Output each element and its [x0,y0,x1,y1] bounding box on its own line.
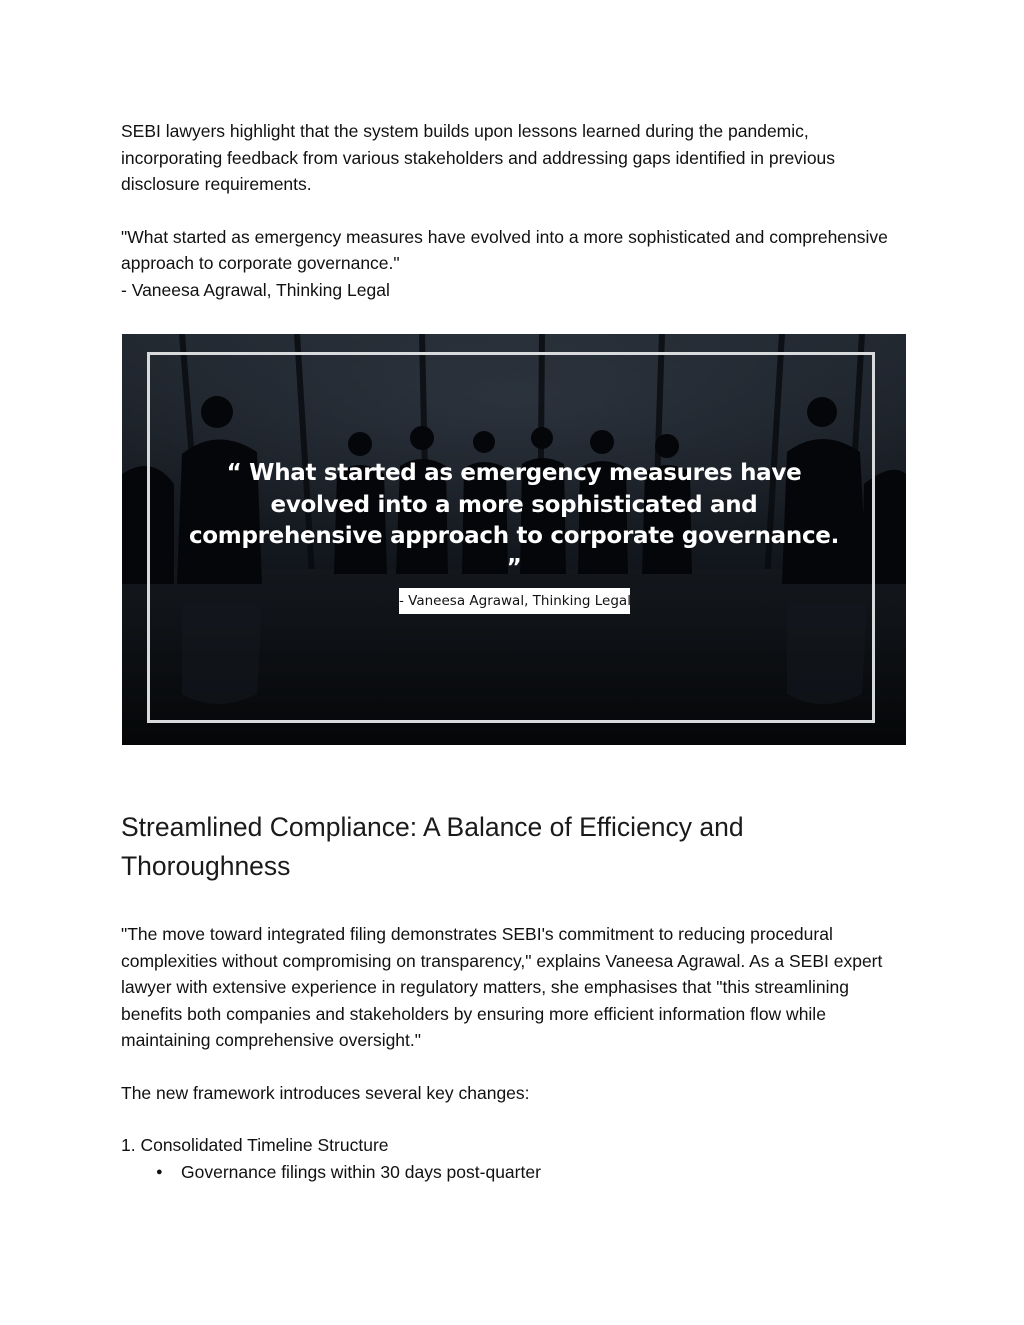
bullet-icon: ● [156,1165,163,1178]
image-attribution-label: - Vaneesa Agrawal, Thinking Legal [399,588,630,614]
section-paragraph: "The move toward integrated filing demonstrates SEBI's commitment to reducing procedural complexities without compromising on transparency," explains Vaneesa Agrawal. As a SEBI expert lawyer with extensive experience in regulatory matters, she emphasises that "this streamlining benefits both companies and stakeholders by ensuring more efficient information flow while maintaining comprehensive oversight." [121,924,883,1050]
quote-text: "What started as emergency measures have evolved into a more sophisticated and comprehensive approach to corporate governance." [121,226,888,273]
list-item [121,1159,907,1186]
changes-intro: The new framework introduces several key changes: [121,1082,530,1103]
intro-paragraph: SEBI lawyers highlight that the system builds upon lessons learned during the pandemic, incorporating feedback from various stakeholders and addressing gaps identified in previous disclosure requirements. [121,121,836,194]
bullet-list [121,1159,907,1186]
quote-block [121,224,907,304]
quote-attribution: - Vaneesa Agrawal, Thinking Legal [121,279,390,300]
section-heading: Streamlined Compliance: A Balance of Efficiency and Thoroughness [121,812,744,881]
intro-section [121,118,907,303]
section-body [121,921,907,1185]
image-quote-text: “ What started as emergency measures have evolved into a more sophisticated and comprehensive approach to corporate governance. ” [188,460,840,581]
list-item-text: Governance filings within 30 days post-quarter [181,1161,541,1182]
boardroom-quote-image [122,334,906,745]
list-title: 1. Consolidated Timeline Structure [121,1135,389,1155]
